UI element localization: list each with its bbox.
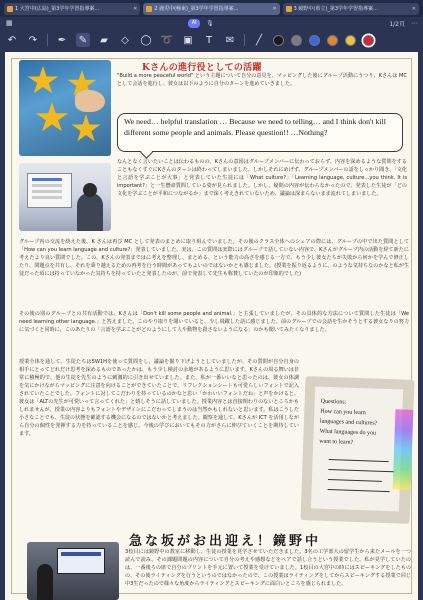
marker-icon[interactable]: ✎ xyxy=(76,33,90,47)
more-icon[interactable]: ⋯ xyxy=(410,19,417,27)
pen-icon[interactable]: ✒ xyxy=(57,34,67,46)
lecture-photo xyxy=(27,542,119,600)
hand xyxy=(75,90,105,112)
color-swatch-orange[interactable] xyxy=(327,35,338,46)
star-card xyxy=(27,66,59,96)
tab-1[interactable] xyxy=(4,3,140,15)
close-icon[interactable]: ✕ xyxy=(411,5,416,12)
worksheet-paper xyxy=(311,386,403,511)
divider xyxy=(244,34,245,46)
nib-icon[interactable]: ╱ xyxy=(255,34,263,46)
color-swatch-blue[interactable] xyxy=(309,35,320,46)
stars-photo xyxy=(19,60,111,156)
page-indicator: 1/2頁 xyxy=(389,20,405,28)
lasso-icon[interactable]: ➰ xyxy=(160,34,174,46)
shape-icon[interactable]: ◯ xyxy=(140,34,152,46)
comment-icon[interactable]: ✉ xyxy=(225,34,235,46)
handwriting-line xyxy=(329,459,389,462)
annotation-toolbar xyxy=(0,29,423,51)
tab-2[interactable] xyxy=(143,3,279,15)
text-icon[interactable]: T xyxy=(205,34,213,46)
header-center xyxy=(188,19,214,28)
intro-paragraph: "Build a more peaceful world" という主題について自分の意見を、マッピングした後にグループ活動にうつり、Kさんは MC として会話を進行し、彼女は以下のように自分のターンを進めていきました。 xyxy=(117,73,407,87)
paragraph-2: グループ内の交流を終えた後、K さんは再び MC として発表のまとめに取り組んでいました。その後のクラス全体へのシェアの際には、グループの中で出た質問として「How can you learn language and culture?」発表していました。実は、この質問は実際にはグループで話していない内容で、Kさんがグループ内の活動を経て新たに考えたより良い質問でした。この、Kさんの発表まではに考えを整理し、まとめる、という能力の高さを感じる一方で、もう少し彼女たちが失敗から何かを学んで修正したり、問題点を共有し、それを乗り越えるための再考を行う時間があってもよいのではないかとも感じました。(授業を振り返るように、のような気持ちなのかなと私が生徒だった頃には持っていなかった気持ちを持っていたと発表したのが、前で発表して先生も称賛していたのが印象的でした) xyxy=(19,239,409,277)
eraser-icon[interactable]: ◇ xyxy=(121,34,129,46)
paragraph-5: 3校目には鏡野中の教室に移動し、生徒の授業を見学させていただきました。3名の工学部大の留学生から来たメールを一つ読んで読み、その課題問題の内容について自分の考えや感想などをペアで話し合うという授業でした。私が見学していたのは、一番後ろの席で自分のプリントを手元に置いて授業を受けていました。1校目の大宮中の時にはスピーキングをしたものの、その後ライティングを行うというのではなかったので、この授業はライティングをしてからスピーキングする授業で同じ中3生だったので様々な角度からライティングとスピーキングに面白いところを感じられました。 xyxy=(125,549,411,587)
tablet-screen xyxy=(27,173,72,208)
highlighter-icon[interactable]: ▰ xyxy=(100,34,108,46)
image-icon[interactable]: ▣ xyxy=(183,34,193,46)
tab-3[interactable] xyxy=(283,3,419,15)
color-swatch-gray[interactable] xyxy=(291,35,302,46)
handwriting-line xyxy=(328,489,390,492)
pdf-icon xyxy=(286,6,292,12)
handwriting-line xyxy=(328,479,382,482)
tab-3-label: 3 鏡野中(県立)_第3学年学習指導案... xyxy=(293,6,378,12)
section-title-1: Kさんの進行役としての活躍 xyxy=(142,63,262,73)
close-icon[interactable]: ✕ xyxy=(272,5,277,12)
handwritten-notes: Questions: How can you learn languages and cultures? What languages do you want to learn? xyxy=(319,398,378,446)
tab-1-label: 1 大宮中(広島)_第3学年学習指導案... xyxy=(15,6,100,12)
worksheet-photo xyxy=(301,376,415,524)
paragraph-4: 授業全体を通して、生徒たちは5W1Hを使って質問をし、議論を掘り下げようとしていましたが、その質問が自分自身の相手にとってどれだけ思考を深めるものであったかは、もう少し検討の余地があるように思います。Kさんの周る舞いは非常に積極的で、他の生徒を先生のように刺激的に引き出せていました。また、私が一番いいなと思ったのは、彼女の体調を気にかけながらマッピングに注意を向けることができていたことで、リフレクションシートも可愛らしいフォントで記入されていたことでした。フォントに対してこだわりを持っているのかなと思い「かわいいフォントだね」と声をかけると、彼女は「ALTの先生が可愛いって言ってくれた」と嬉しそうに話していました。授業内容とは直接関わりのないところかもしれませんが、授業の内容よりもフォントやデザインにこだわってしまうのは当然かもしれないと思います。私はこうした小さなことでも、生徒の状態を確認する機会になるのではないかと考えました。観察を通して、Kさんが ICT を活用しながら自分の個性を発揮する力を持っていることを感じ、今後の学びにおいてもその力がさらに伸びていくことを期待しています。 xyxy=(19,359,299,437)
handwriting-line xyxy=(328,469,394,472)
undo-icon[interactable]: ↶ xyxy=(7,34,17,46)
student xyxy=(77,193,103,231)
paragraph-1: なんとなく言いたいことは伝わるものの、Kさんの意図はグループメンバーに伝わっておらず、内容を深めるような質問をすることもなくすぐにKさんのターンは終わってしまいました。しかしそれにめげず、グループメンバーの話をしっかり聞き、「文化と言語を学ぶことが大事」と発表していた生徒には「What culture?」「Learning language, culture…you think. It is important?」と一生懸命質問している姿が見られました。しかし、疑問の内容が伝わらなかったので、発表した生徒が「どの文化を学ぶことが平和につながるか」まで深く考えきれていないため、議論は深まらないまま流れてしまいました。 xyxy=(117,159,407,197)
mic-icon[interactable]: 🎙 xyxy=(206,19,214,27)
rainbow-sticky xyxy=(393,409,414,490)
section-title-2: 急な坂がお出迎え！鏡野中 xyxy=(128,534,321,549)
star-card xyxy=(71,114,101,144)
app-header xyxy=(0,17,423,29)
document-page xyxy=(5,52,418,600)
color-swatch-red[interactable] xyxy=(363,35,374,46)
tab-2-label: 2 鹿児中(極東)_第3学年学習指導案... xyxy=(154,6,239,12)
ai-button[interactable]: AI xyxy=(188,19,200,28)
classroom-photo xyxy=(19,163,111,231)
speech-bubble: We need… helpful translation … Because we need to telling… and I think don't kill different some people and animals. Please question!! …Nothing? xyxy=(117,113,403,152)
pdf-icon xyxy=(146,6,152,12)
color-swatch-yellow[interactable] xyxy=(345,35,356,46)
pdf-icon xyxy=(7,6,13,12)
teacher xyxy=(37,564,53,600)
browser-tab-bar xyxy=(0,0,423,17)
redo-icon[interactable]: ↷ xyxy=(28,34,38,46)
divider xyxy=(47,34,48,46)
close-icon[interactable]: ✕ xyxy=(133,5,138,12)
color-swatch-black[interactable] xyxy=(273,35,284,46)
projector-screen xyxy=(57,548,105,574)
grid-icon[interactable]: ▦ xyxy=(6,19,13,27)
paragraph-3: その後の別のグループとの共有活動では、Kさんは「Don't kill some people and animal.」と主張していましたが、その具体的な方法について質問した生徒は「We need learning other language.」と答えました。このやり取りを聞いていると、少し飛躍した話に感じました。前のグループでの会話を生かそうとする彼女なりの努力に気づくと同時に、このあたりの「言語を学ぶことがどのようにして人や動物を殺さないようになる」のかも聞いてみたくなりました。 xyxy=(19,311,409,333)
star-card xyxy=(35,102,69,134)
